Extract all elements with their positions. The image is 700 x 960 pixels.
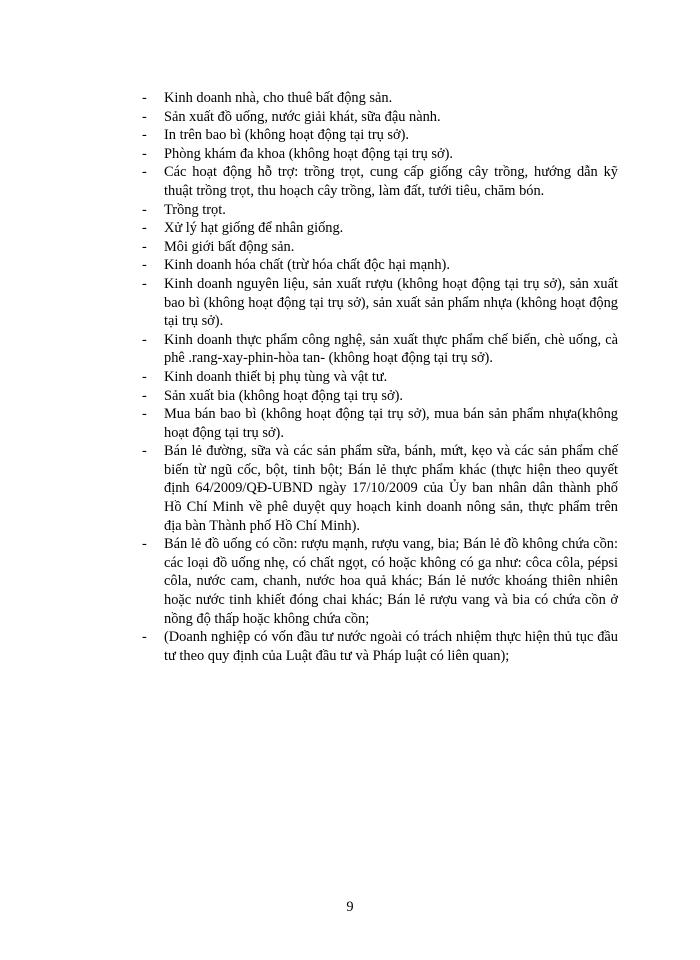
- list-item: [142, 368, 618, 387]
- page-number: 9: [346, 899, 354, 915]
- bullet-marker: -: [142, 368, 147, 385]
- bullet-marker: -: [142, 387, 147, 404]
- list-item: [142, 126, 618, 145]
- list-item: [142, 108, 618, 127]
- bullet-marker: -: [142, 201, 147, 218]
- list-item: [142, 163, 618, 200]
- bullet-marker: -: [142, 90, 147, 106]
- bullet-marker: -: [142, 220, 147, 237]
- bullet-marker: -: [142, 164, 147, 181]
- list-item: [142, 275, 618, 331]
- list-item: [142, 145, 618, 164]
- list-item: [142, 387, 618, 406]
- bullet-marker: -: [142, 406, 147, 423]
- list-item-text: In trên bao bì (không hoạt động tại trụ sở).: [164, 127, 410, 144]
- list-item: [142, 256, 618, 275]
- list-item: [142, 535, 618, 628]
- list-item: [142, 628, 618, 665]
- list-item-text: Kinh doanh hóa chất (trừ hóa chất độc hại mạnh).: [164, 257, 450, 274]
- list-item: [142, 201, 618, 220]
- bullet-marker: -: [142, 629, 147, 646]
- bullet-marker: -: [142, 275, 147, 292]
- list-item-text: Bán lẻ đường, sữa và các sản phẩm sữa, bánh, mứt, kẹo và các sản phẩm chế biến từ ngũ cốc, bột, tinh bột; Bán lẻ thực phẩm khác (thực hiện theo quyết định 64/2009/QĐ-UBND ngày 17/10/2009 của Ủy ban nhân dân thành phố Hồ Chí Minh về phê duyệt quy hoạch kinh doanh nông sản, thực phẩm trên địa bàn Thành phố Hồ Chí Minh).: [164, 443, 618, 534]
- bullet-marker: -: [142, 238, 147, 255]
- list-item-text: Kinh doanh thiết bị phụ tùng và vật tư.: [164, 368, 388, 385]
- bullet-marker: -: [142, 127, 147, 144]
- business-activities-list: [142, 89, 618, 665]
- bullet-marker: -: [142, 536, 147, 553]
- list-item-text: Kinh doanh nhà, cho thuê bất động sản.: [164, 90, 393, 106]
- bullet-marker: -: [142, 145, 147, 162]
- list-item-text: Các hoạt động hỗ trợ: trồng trọt, cung cấp giống cây trồng, hướng dẫn kỹ thuật trồng trọt, thu hoạch cây trồng, làm đất, tưới tiêu, chăm bón.: [164, 164, 618, 199]
- list-item: [142, 331, 618, 368]
- list-item-text: Kinh doanh nguyên liệu, sản xuất rượu (không hoạt động tại trụ sở), sản xuất bao bì (không hoạt động tại trụ sở), sản xuất sản phẩm nhựa (không hoạt động tại trụ sở).: [164, 275, 618, 330]
- list-item-text: Xử lý hạt giống để nhân giống.: [164, 220, 344, 237]
- list-item-text: Phòng khám đa khoa (không hoạt động tại trụ sở).: [164, 145, 453, 162]
- bullet-marker: -: [142, 331, 147, 348]
- list-item-text: Sản xuất đồ uống, nước giải khát, sữa đậu nành.: [164, 108, 441, 125]
- list-item-text: Kinh doanh thực phẩm công nghệ, sản xuất thực phẩm chế biến, chè uống, cà phê .rang-xay-phin-hòa tan- (không hoạt động tại trụ sở).: [164, 331, 618, 367]
- bullet-marker: -: [142, 108, 147, 125]
- bullet-marker: -: [142, 257, 147, 274]
- list-item-text: Trồng trọt.: [164, 201, 226, 218]
- list-item: [142, 405, 618, 442]
- list-item-text: (Doanh nghiệp có vốn đầu tư nước ngoài có trách nhiệm thực hiện thủ tục đầu tư theo quy định của Luật đầu tư và Pháp luật có liên quan);: [164, 629, 618, 664]
- list-item-text: Môi giới bất động sản.: [164, 238, 295, 255]
- list-item-text: Mua bán bao bì (không hoạt động tại trụ sở), mua bán sản phẩm nhựa(không hoạt động tại trụ sở).: [164, 406, 618, 441]
- list-item: [142, 89, 618, 108]
- list-item-text: Sản xuất bia (không hoạt động tại trụ sở).: [164, 387, 404, 404]
- list-item: [142, 219, 618, 238]
- bullet-marker: -: [142, 443, 147, 460]
- list-item-text: Bán lẻ đồ uống có cồn: rượu mạnh, rượu vang, bia; Bán lẻ đồ không chứa cồn: các loại đồ uống nhẹ, có chất ngọt, có hoặc không có ga như: côca côla, pépsi côla, nước cam, chanh, nước hoa quả khác; Bán lẻ nước khoáng thiên nhiên hoặc nước tinh khiết đóng chai khác; Bán lẻ rượu vang và bia có chứa cồn ở nồng độ thấp hoặc không chứa cồn;: [164, 536, 618, 627]
- list-item: [142, 238, 618, 257]
- list-item: [142, 442, 618, 535]
